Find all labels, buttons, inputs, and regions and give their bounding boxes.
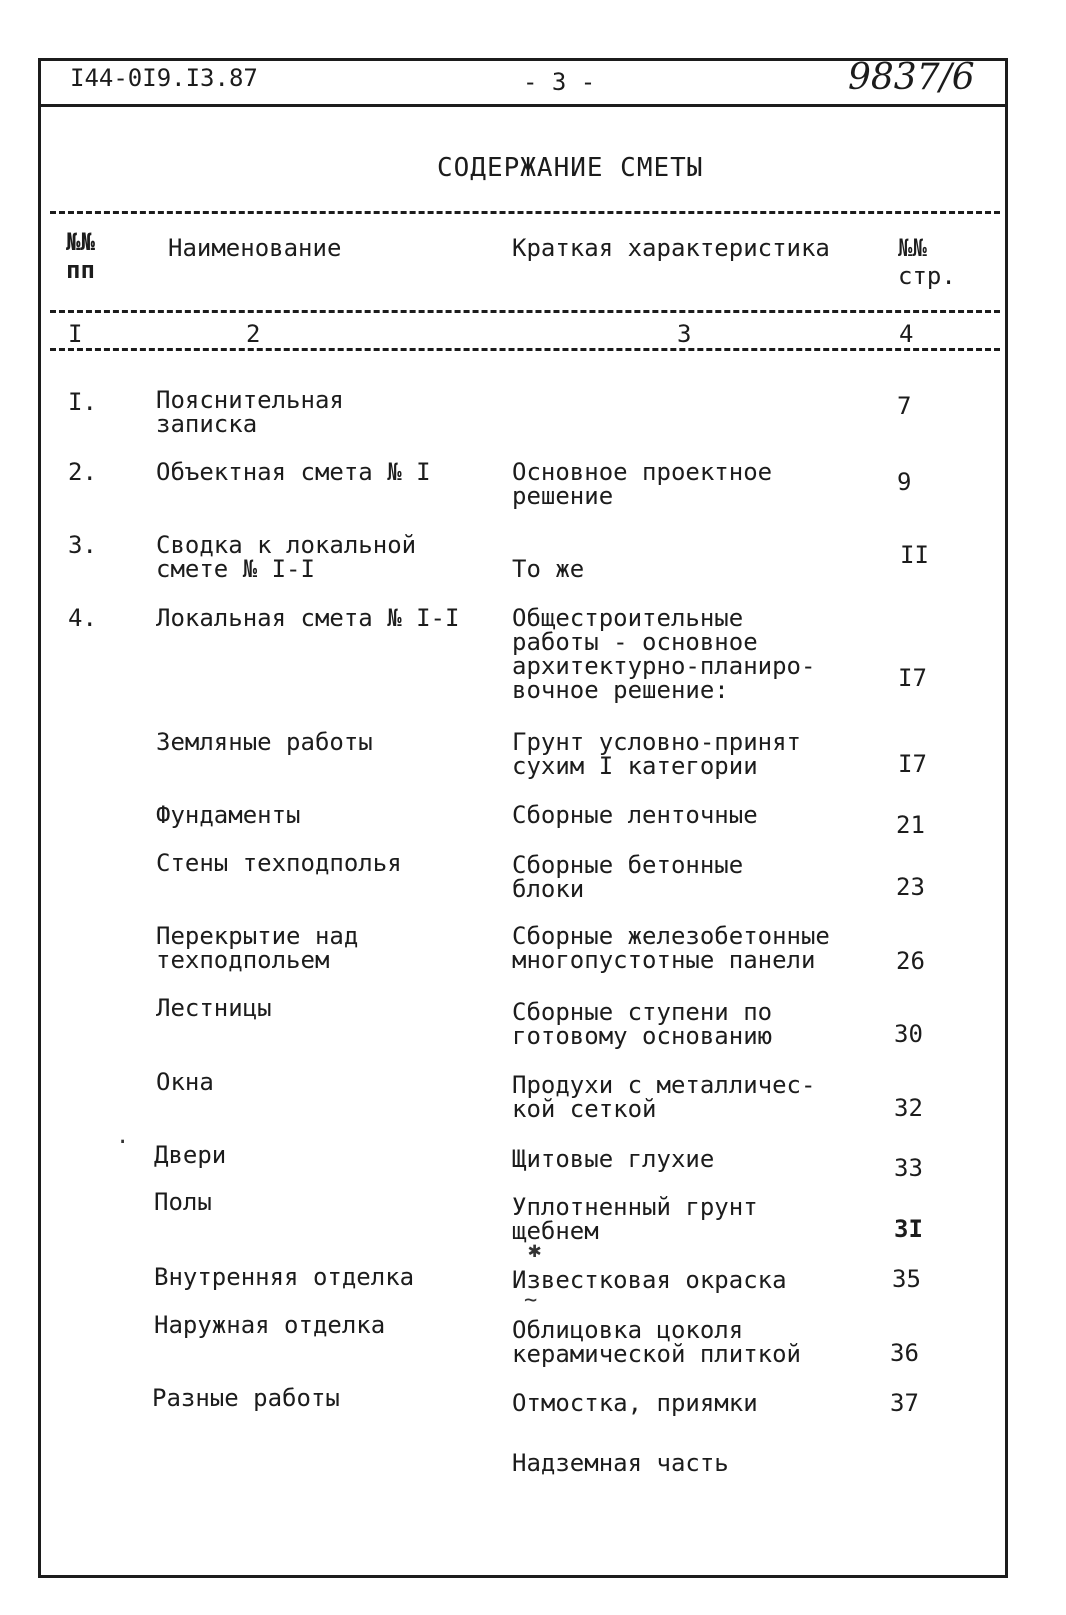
- row-description: Сборные ступени по готовому основанию: [512, 998, 773, 1050]
- row-name: Лестницы: [156, 994, 272, 1022]
- row-page: II: [900, 541, 929, 569]
- row-name: Наружная отделка: [154, 1311, 386, 1339]
- row-number: I.: [68, 388, 97, 416]
- column-index-1: I: [68, 320, 83, 348]
- row-number: 2.: [68, 458, 97, 486]
- row-description: Сборные бетонные блоки: [512, 851, 744, 903]
- archive-stamp: 9837/6: [848, 57, 975, 98]
- row-description: Облицовка цоколя керамической плиткой: [512, 1316, 801, 1368]
- row-name: Объектная смета № I: [156, 458, 431, 486]
- document-code: I44-0I9.I3.87: [70, 64, 258, 92]
- row-description: Основное проектное решение: [512, 458, 773, 510]
- row-name: Перекрытие над техподпольем: [156, 922, 359, 974]
- page-title: СОДЕРЖАНИЕ СМЕТЫ: [437, 153, 704, 183]
- column-header-description: Краткая характеристика: [512, 234, 830, 262]
- column-header-page: №№ стр.: [898, 234, 956, 290]
- row-page: 33: [894, 1154, 923, 1182]
- row-description: Общестроительные работы - основное архитектурно-планиро- вочное решение:: [512, 604, 816, 704]
- row-name: Разные работы: [152, 1384, 340, 1412]
- row-page: 30: [894, 1020, 923, 1048]
- row-name: Окна: [156, 1068, 214, 1096]
- row-page: 7: [897, 392, 912, 420]
- row-description: Сборные ленточные: [512, 801, 758, 829]
- row-description: Щитовые глухие: [512, 1145, 715, 1173]
- row-description: То же: [512, 555, 585, 583]
- row-page: 23: [896, 873, 925, 901]
- row-description: Грунт условно-принят сухим I категории: [512, 728, 801, 780]
- row-name: Сводка к локальной смете № I-I: [156, 531, 417, 583]
- row-page: 32: [894, 1094, 923, 1122]
- row-description: Продухи с металличес- кой сеткой: [512, 1071, 816, 1123]
- row-page: 36: [890, 1339, 919, 1367]
- row-description: Уплотненный грунт щебнем: [512, 1193, 758, 1245]
- row-page: 35: [892, 1265, 921, 1293]
- column-header-number: №№ пп: [66, 228, 95, 284]
- column-index-4: 4: [899, 320, 914, 348]
- index-bottom-rule: [50, 348, 1000, 351]
- row-description: Отмостка, приямки: [512, 1389, 758, 1417]
- row-page: 37: [890, 1389, 919, 1417]
- row-page: 3I: [894, 1215, 923, 1243]
- row-page: 26: [896, 947, 925, 975]
- row-number: 4.: [68, 604, 97, 632]
- row-page: 9: [897, 468, 912, 496]
- ink-mark: ~: [524, 1288, 538, 1313]
- row-name: Внутренняя отделка: [154, 1263, 415, 1291]
- row-name: Земляные работы: [156, 728, 373, 756]
- row-name: Пояснительная записка: [156, 386, 344, 438]
- column-index-3: 3: [677, 320, 692, 348]
- row-description: Известковая окраска: [512, 1266, 787, 1294]
- table-top-rule: [50, 211, 1000, 214]
- column-header-name: Наименование: [168, 234, 342, 262]
- row-name: Фундаменты: [156, 801, 301, 829]
- row-number: 3.: [68, 531, 97, 559]
- column-index-2: 2: [246, 320, 261, 348]
- row-page: 21: [896, 811, 925, 839]
- row-page: I7: [898, 664, 927, 692]
- row-name: Локальная смета № I-I: [156, 604, 460, 632]
- row-name: Двери: [154, 1141, 227, 1169]
- index-top-rule: [50, 310, 1000, 313]
- header-divider: [38, 104, 1008, 107]
- ink-dot: ·: [116, 1130, 130, 1155]
- row-description: Сборные железобетонные многопустотные панели: [512, 922, 830, 974]
- row-name: Полы: [154, 1188, 212, 1216]
- ink-mark: ✱: [528, 1238, 542, 1263]
- section-heading: Надземная часть: [512, 1449, 729, 1477]
- row-page: I7: [898, 750, 927, 778]
- row-name: Стены техподполья: [156, 849, 402, 877]
- page-number: - 3 -: [523, 68, 596, 96]
